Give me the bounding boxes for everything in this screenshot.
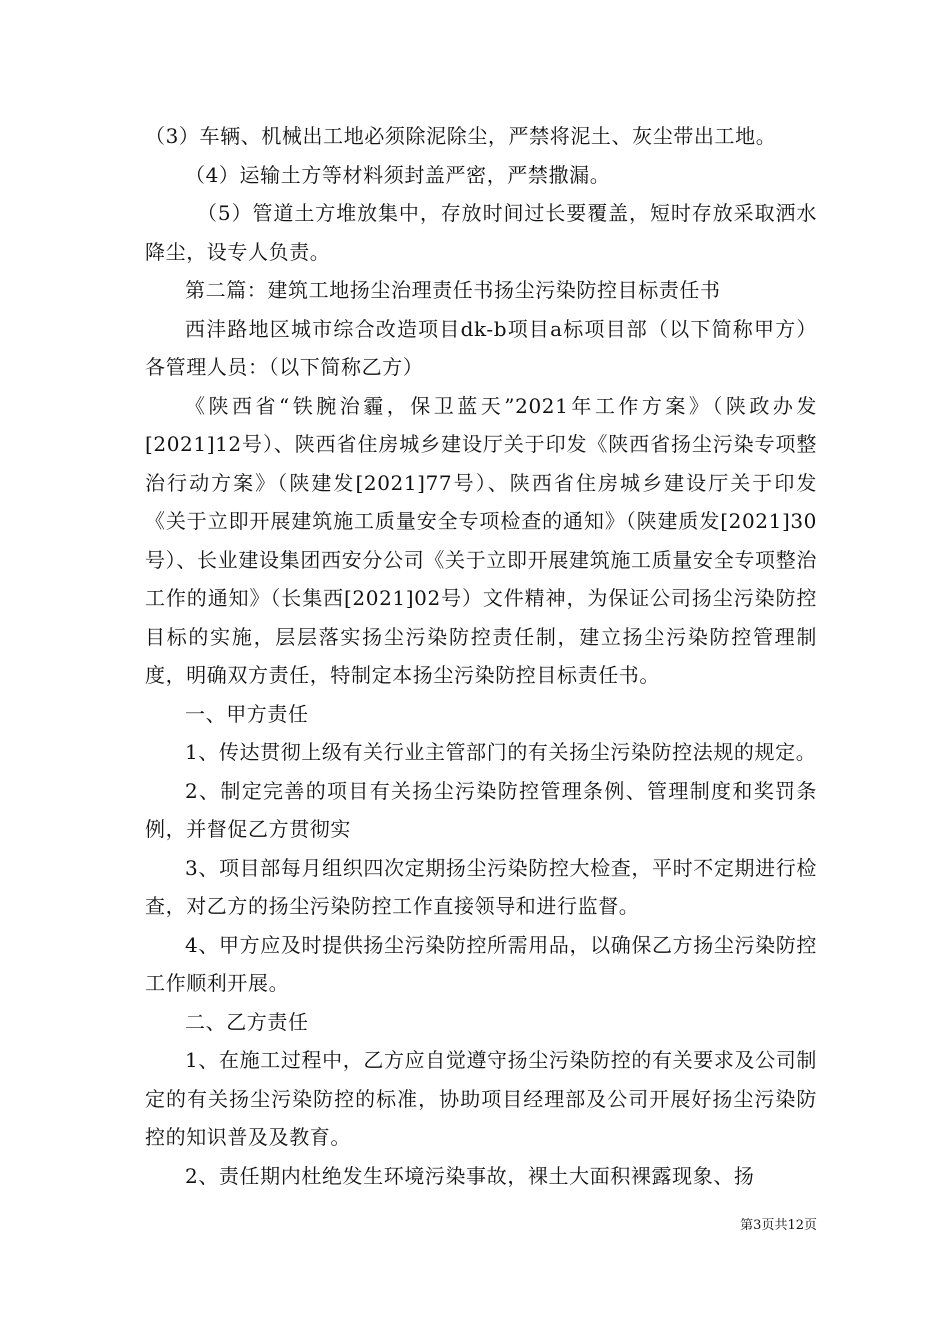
section-heading: 第二篇：建筑工地扬尘治理责任书扬尘污染防控目标责任书 <box>185 278 721 302</box>
paragraph: 《陕西省“铁腕治霾，保卫蓝天”2021年工作方案》（陕政办发[2021]12号）、陕西省住房城乡建设厅关于印发《陕西省扬尘污染专项整治行动方案》（陕建发[2021]77号）、陕西省住房城乡建设厅关于印发《关于立即开展建筑施工质量安全专项检查的通知》（陕建质发[2021]30号）、长业建设集团西安分公司《关于立即开展建筑施工质量安全专项整治工作的通知》（长集西[2021]02号）文件精神，为保证公司扬尘污染防控目标的实施，层层落实扬尘污染防控责任制，建立扬尘污染防控管理制度，明确双方责任，特制定本扬尘污染防控目标责任书。 <box>145 393 817 687</box>
paragraph: 1、传达贯彻上级有关行业主管部门的有关扬尘污染防控法规的规定。 <box>185 740 817 764</box>
paragraph: 2、责任期内杜绝发生环境污染事故，裸土大面积裸露现象、扬 <box>185 1163 755 1188</box>
paragraph: （4）运输土方等材料须封盖严密，严禁撒漏。 <box>185 162 611 187</box>
paragraph: （3）车辆、机械出工地必须除泥除尘，严禁将泥土、灰尘带出工地。 <box>145 124 777 148</box>
paragraph: 西沣路地区城市综合改造项目dk-b项目a标项目部（以下简称甲方）各管理人员：（以下简称乙方） <box>145 316 817 379</box>
paragraph: 3、项目部每月组织四次定期扬尘污染防控大检查，平时不定期进行检查，对乙方的扬尘污染防控工作直接领导和进行监督。 <box>145 855 817 918</box>
paragraph: 1、在施工过程中，乙方应自觉遵守扬尘污染防控的有关要求及公司制定的有关扬尘污染防控的标准，协助项目经理部及公司开展好扬尘污染防控的知识普及及教育。 <box>145 1048 817 1149</box>
subsection-heading: 二、乙方责任 <box>185 1009 309 1034</box>
document-body <box>145 117 817 1195</box>
page-number: 第3页共12页 <box>740 1218 817 1233</box>
paragraph: 2、制定完善的项目有关扬尘污染防控管理条例、管理制度和奖罚条例，并督促乙方贯彻实 <box>145 778 817 841</box>
paragraph: （5）管道土方堆放集中，存放时间过长要覆盖，短时存放采取洒水降尘，设专人负责。 <box>145 201 817 264</box>
subsection-heading: 一、甲方责任 <box>185 701 309 726</box>
paragraph: 4、甲方应及时提供扬尘污染防控所需用品，以确保乙方扬尘污染防控工作顺利开展。 <box>145 932 817 995</box>
